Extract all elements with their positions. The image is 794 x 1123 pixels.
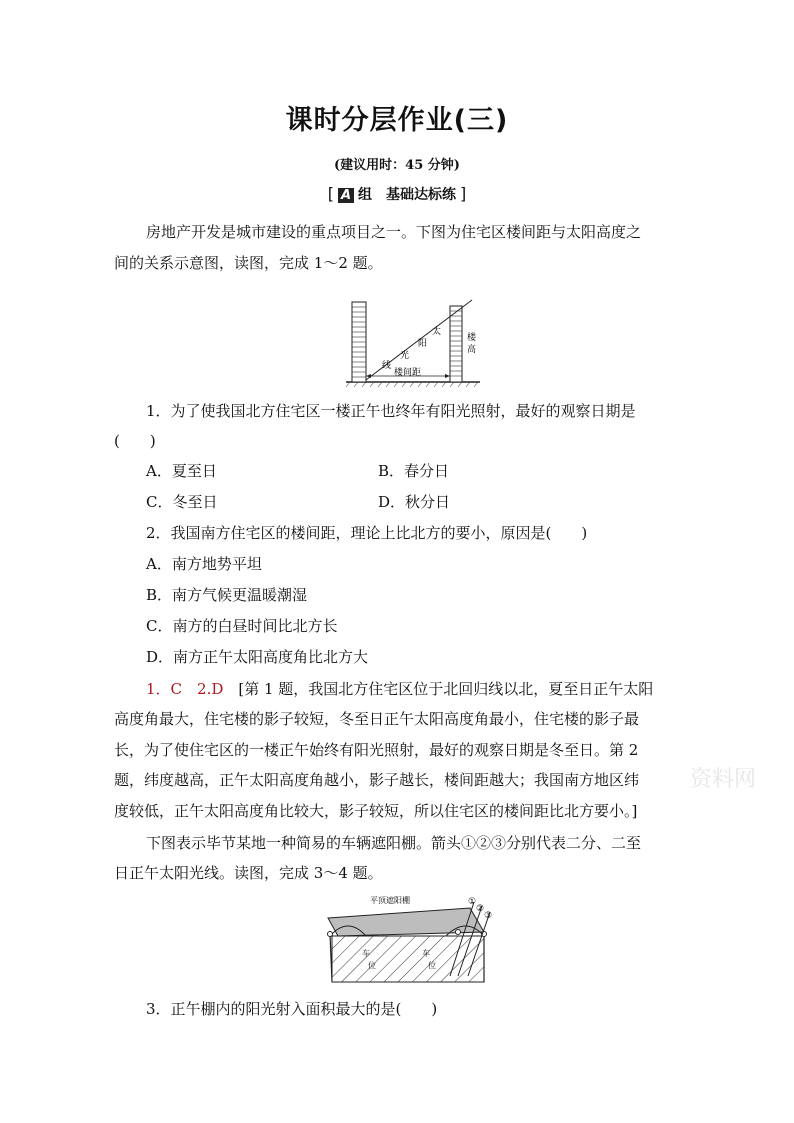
- intro1-line1: 房地产开发是城市建设的重点项目之一。下图为住宅区楼间距与太阳高度之: [146, 223, 642, 241]
- answer-line1: [146, 678, 653, 699]
- q2-option-a: A．南方地势平坦: [146, 555, 262, 573]
- ray-label-2: 阳: [418, 339, 428, 349]
- answer-key: 1．C 2.D: [146, 680, 224, 698]
- parking-shade-diagram: [318, 892, 504, 990]
- group-bracket-open: [: [327, 184, 334, 203]
- ray-label-4: 线: [382, 361, 392, 371]
- height-label-1: 楼: [467, 333, 477, 343]
- answer-line4: 题，纬度越高，正午太阳高度角越小，影子越长，楼间距越大；我国南方地区纬: [114, 771, 640, 789]
- arrow-label-3: ③: [484, 911, 493, 921]
- ray-label-3: 光: [400, 351, 410, 361]
- group-label: 组 基础达标练: [358, 187, 457, 203]
- arrow-label-1: ①: [468, 897, 477, 907]
- slot-label-1: 车: [362, 949, 370, 958]
- answer-line2: 高度角最大，住宅楼的影子较短，冬至日正午太阳高度角最小，住宅楼的影子最: [114, 710, 640, 728]
- group-bracket-close: ]: [460, 184, 467, 203]
- intro2-line2: 日正午太阳光线。读图，完成 3～4 题。: [114, 864, 383, 882]
- q2-option-c: C．南方的白昼时间比北方长: [146, 617, 338, 635]
- q1-stem: 1．为了使我国北方住宅区一楼正午也终年有阳光照射，最好的观察日期是: [146, 402, 636, 420]
- q1-option-c: C．冬至日: [146, 493, 218, 511]
- watermark: 资料网: [690, 767, 757, 792]
- q2-option-b: B．南方气候更温暖潮湿: [146, 586, 308, 604]
- intro1-line2: 间的关系示意图，读图，完成 1～2 题。: [114, 254, 383, 272]
- building-sun-diagram: [344, 296, 484, 388]
- answer-line5: 度较低，正午太阳高度角比较大，影子较短，所以住宅区的楼间距比北方要小。]: [114, 802, 638, 820]
- roof-label: 平顶遮阳棚: [370, 896, 410, 905]
- q3-stem: 3．正午棚内的阳光射入面积最大的是( ): [146, 1000, 438, 1018]
- q1-option-b: B．春分日: [378, 462, 450, 480]
- slot-label-3: 车: [422, 949, 430, 958]
- q1-option-a: A．夏至日: [146, 462, 217, 480]
- suggested-time: (建议用时：45 分钟): [334, 158, 460, 173]
- intro2-line1: 下图表示毕节某地一种简易的车辆遮阳棚。箭头①②③分别代表二分、二至: [146, 834, 642, 852]
- answer-line3: 长，为了使住宅区的一楼正午始终有阳光照射，最好的观察日期是冬至日。第 2: [114, 741, 639, 759]
- slot-label-4: 位: [428, 961, 436, 970]
- answer-text-1: [第 1 题，我国北方住宅区位于北回归线以北，夏至日正午太阳: [223, 680, 654, 698]
- group-heading: [0, 184, 794, 204]
- distance-label: 楼间距: [394, 368, 422, 378]
- page-title: 课时分层作业(三): [285, 105, 509, 136]
- slot-label-2: 位: [368, 961, 376, 970]
- q2-option-d: D．南方正午太阳高度角比北方大: [146, 648, 369, 666]
- ray-label-1: 太: [432, 327, 442, 337]
- q1-option-d: D．秋分日: [378, 493, 451, 511]
- q1-paren: ( ): [114, 432, 156, 450]
- group-tag: A: [338, 188, 354, 203]
- arrow-label-2: ②: [476, 904, 485, 914]
- height-label-2: 高: [467, 345, 477, 355]
- q2-stem: 2．我国南方住宅区的楼间距，理论上比北方的要小，原因是( ): [146, 524, 588, 542]
